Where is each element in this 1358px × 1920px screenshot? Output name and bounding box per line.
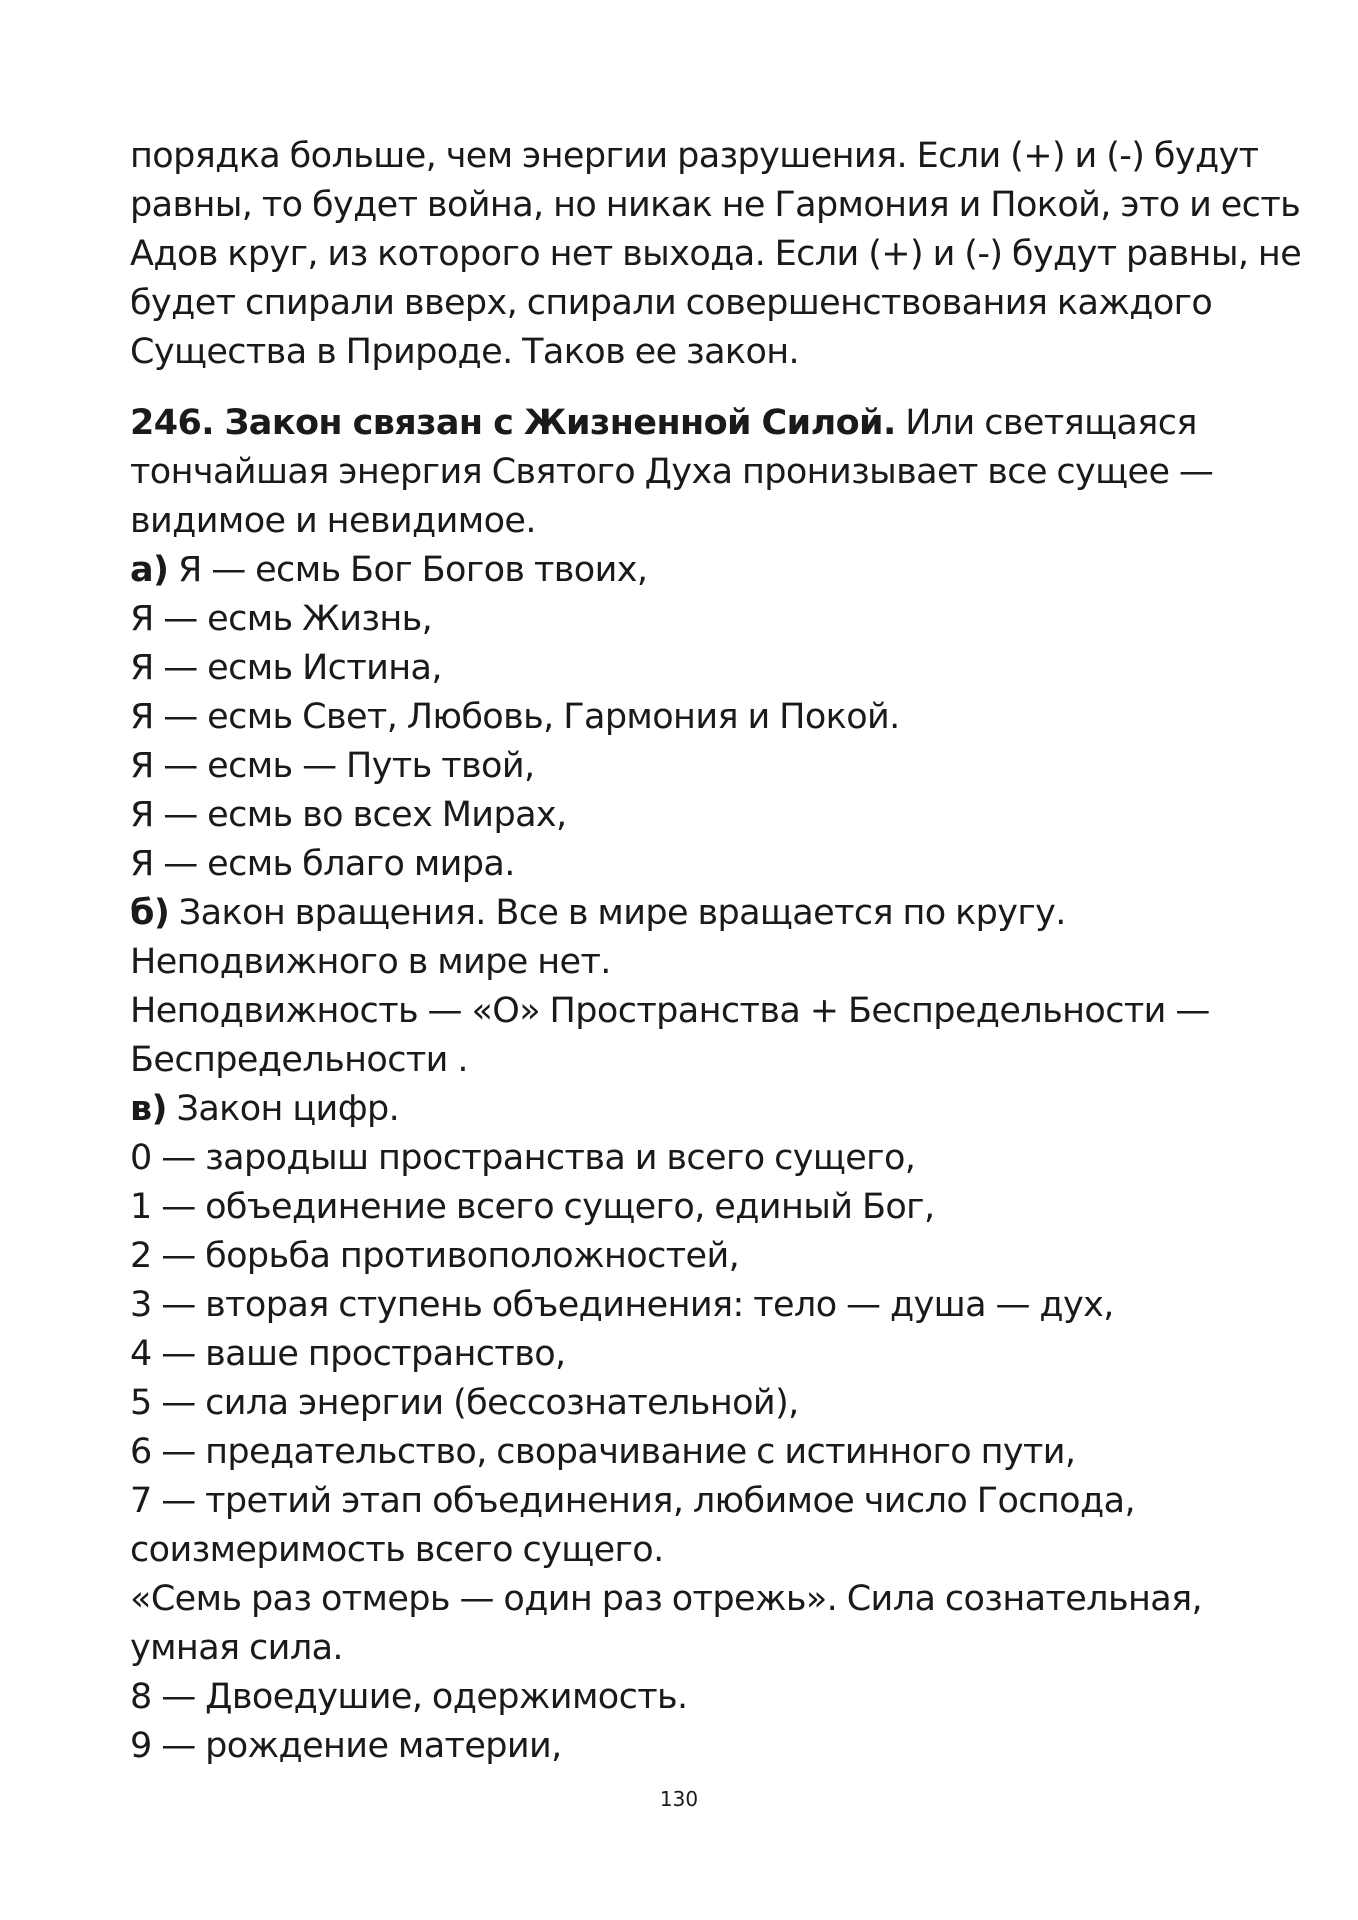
list-v-first-text: Закон цифр.	[166, 1089, 400, 1129]
section-heading: 246. Закон связан с Жизненной Силой.	[130, 403, 896, 443]
list-b-first-line	[130, 889, 1260, 938]
list-marker-a: а)	[130, 550, 169, 590]
page-content	[130, 132, 1302, 1771]
list-item: Неподвижного в мире нет.	[130, 942, 611, 982]
list-item: «Семь раз отмерь — один раз отрежь». Сила сознательная,	[130, 1579, 1203, 1619]
list-item: 3 — вторая ступень объединения: тело — душа — дух,	[130, 1285, 1114, 1325]
text-line: порядка больше, чем энергии разрушения. Если (+) и (-) будут	[130, 136, 1259, 176]
paragraph-top	[130, 132, 1302, 377]
list-item: Беспредельности .	[130, 1040, 468, 1080]
list-item: 0 — зародыш пространства и всего сущего,	[130, 1138, 916, 1178]
text-line: Существа в Природе. Таков ее закон.	[130, 332, 800, 372]
list-item: 9 — рождение материи,	[130, 1726, 562, 1766]
section-heading-line	[130, 399, 1260, 448]
list-item: 2 — борьба противоположностей,	[130, 1236, 740, 1276]
list-marker-b: б)	[130, 893, 170, 933]
page-number: 130	[659, 1787, 699, 1811]
list-item: 6 — предательство, сворачивание с истинного пути,	[130, 1432, 1076, 1472]
list-item: Неподвижность — «О» Пространства + Беспредельности —	[130, 991, 1210, 1031]
list-v-first-line	[130, 1085, 1260, 1134]
section-heading-tail: Или светящаяся	[895, 403, 1197, 443]
text-line: видимое и невидимое.	[130, 501, 536, 541]
list-marker-v: в)	[130, 1089, 167, 1129]
list-b-first-text: Закон вращения. Все в мире вращается по кругу.	[169, 893, 1066, 933]
list-item: 1 — объединение всего сущего, единый Бог,	[130, 1187, 935, 1227]
list-item: 8 — Двоедушие, одержимость.	[130, 1677, 688, 1717]
text-line: будет спирали вверх, спирали совершенствования каждого	[130, 283, 1213, 323]
text-line: равны, то будет война, но никак не Гармония и Покой, это и есть	[130, 185, 1301, 225]
list-item: Я — есмь во всех Мирах,	[130, 795, 567, 835]
list-item: Я — есмь Истина,	[130, 648, 442, 688]
list-a-first-text: Я — есмь Бог Богов твоих,	[168, 550, 648, 590]
list-item: Я — есмь Жизнь,	[130, 599, 433, 639]
section-246	[130, 399, 1260, 1771]
list-item: 5 — сила энергии (бессознательной),	[130, 1383, 799, 1423]
list-a-first-line	[130, 546, 1260, 595]
list-item: 7 — третий этап объединения, любимое число Господа,	[130, 1481, 1135, 1521]
text-line: тончайшая энергия Святого Духа пронизывает все сущее —	[130, 452, 1214, 492]
list-item: Я — есмь — Путь твой,	[130, 746, 535, 786]
list-item: соизмеримость всего сущего.	[130, 1530, 664, 1570]
list-item: Я — есмь благо мира.	[130, 844, 515, 884]
list-item: умная сила.	[130, 1628, 343, 1668]
list-item: Я — есмь Свет, Любовь, Гармония и Покой.	[130, 697, 900, 737]
text-line: Адов круг, из которого нет выхода. Если (+) и (-) будут равны, не	[130, 234, 1302, 274]
list-item: 4 — ваше пространство,	[130, 1334, 566, 1374]
